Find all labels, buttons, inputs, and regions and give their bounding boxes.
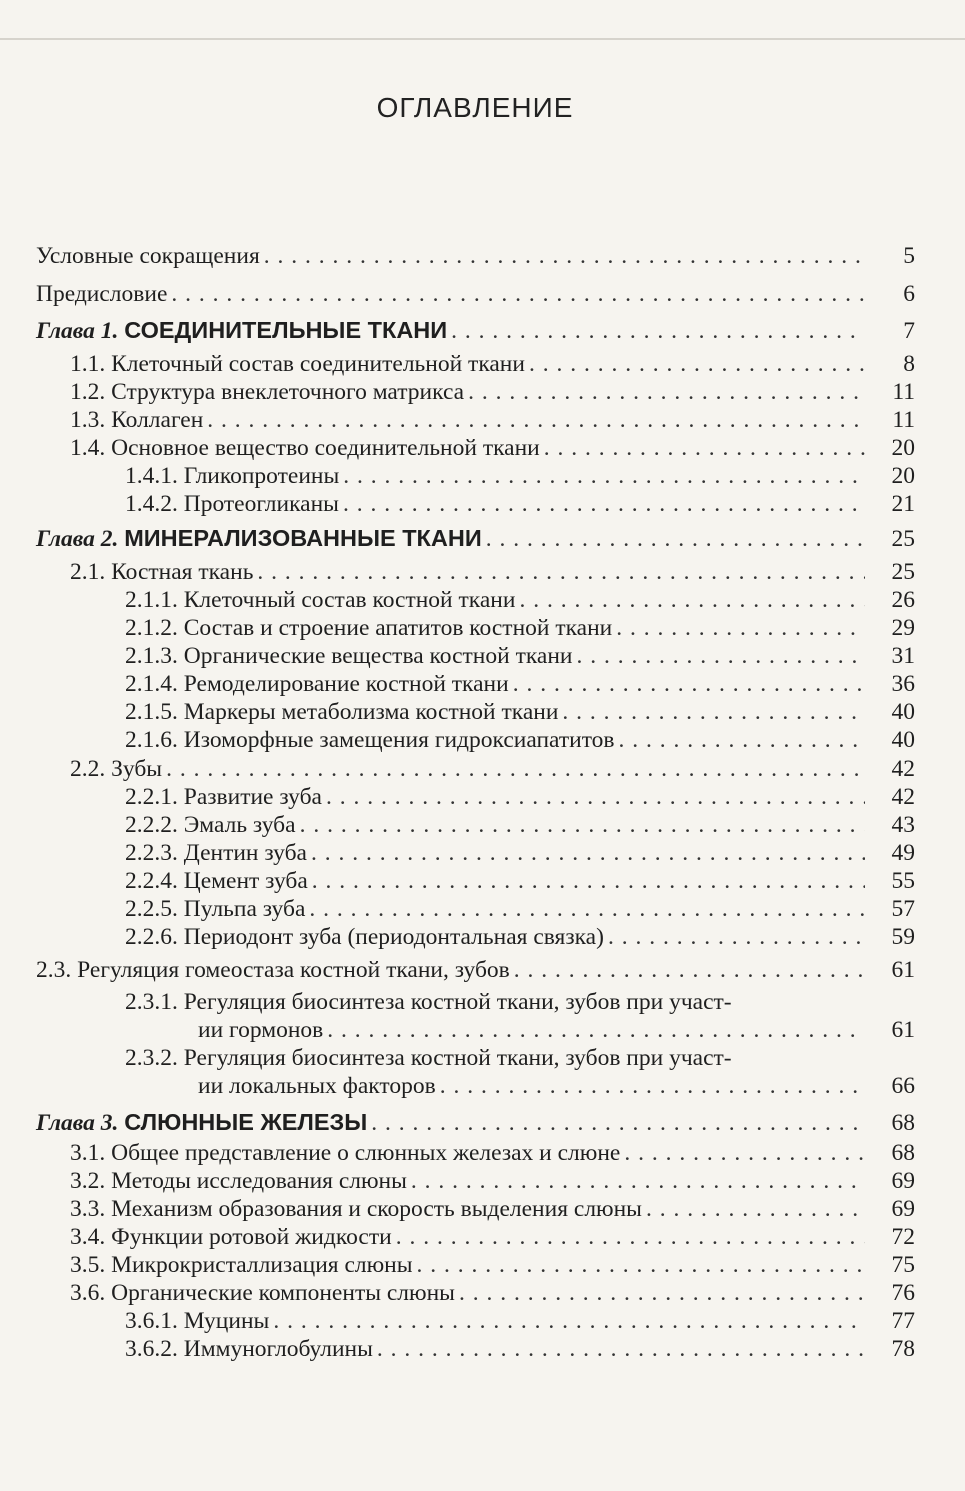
dot-leader — [264, 242, 865, 270]
toc-entry[interactable] — [125, 923, 915, 951]
page-number: 68 — [891, 1110, 915, 1136]
section-title: Общее представление о слюнных железах и слюне — [111, 1140, 621, 1166]
toc-entry[interactable] — [125, 811, 915, 839]
page-number: 7 — [903, 318, 915, 344]
section-title-continuation: ии локальных факторов — [198, 1072, 440, 1100]
chapter-title: СЛЮННЫЕ ЖЕЛЕЗЫ — [124, 1109, 368, 1135]
toc-entry-label — [125, 1335, 377, 1363]
page-number: 69 — [891, 1196, 915, 1222]
section-number: 3.1. — [70, 1140, 106, 1166]
section-number: 2.2.6. — [125, 924, 178, 950]
section-number: 2.2.5. — [125, 896, 178, 922]
toc-entry-label — [70, 1139, 624, 1167]
dot-leader — [311, 839, 865, 867]
toc-entry-label — [70, 378, 468, 406]
page-number: 75 — [891, 1252, 915, 1278]
toc-entry-label — [70, 350, 529, 378]
toc-entry-label — [70, 434, 544, 462]
dot-leader — [273, 1307, 865, 1335]
section-title: Коллаген — [111, 407, 204, 433]
section-number: 3.5. — [70, 1252, 106, 1278]
section-title: Функции ротовой жидкости — [111, 1224, 392, 1250]
toc-entry-label — [125, 988, 736, 1016]
section-title: Эмаль зуба — [183, 812, 296, 838]
dot-leader — [619, 726, 866, 754]
chapter-title: МИНЕРАЛИЗОВАННЫЕ ТКАНИ — [124, 525, 482, 551]
section-title: Микрокристаллизация слюны — [111, 1252, 413, 1278]
page-number: 11 — [892, 407, 915, 433]
dot-leader — [312, 867, 865, 895]
toc-entry[interactable] — [125, 698, 915, 726]
section-number: 2.3.1. — [125, 989, 178, 1015]
section-number: 3.3. — [70, 1196, 106, 1222]
dot-leader — [519, 586, 865, 614]
page-title: ОГЛАВЛЕНИЕ — [376, 92, 574, 123]
dot-leader — [377, 1335, 865, 1363]
section-title-continuation: ии гормонов — [198, 1016, 327, 1044]
section-title: Клеточный состав костной ткани — [183, 587, 516, 613]
toc-entry-label — [125, 490, 343, 518]
chapter-number: Глава 1. — [36, 318, 119, 344]
page-number: 29 — [891, 615, 915, 641]
toc-entry[interactable] — [70, 1167, 915, 1195]
section-title: Костная ткань — [111, 559, 254, 585]
section-title: Предисловие — [36, 281, 168, 307]
toc-entry-continuation — [198, 1016, 915, 1044]
dot-leader — [624, 1139, 865, 1167]
section-number: 3.6. — [70, 1280, 106, 1306]
dot-leader — [486, 525, 865, 553]
toc-entry-continuation — [198, 1072, 915, 1100]
toc-entry[interactable] — [70, 406, 915, 434]
page-number: 42 — [891, 784, 915, 810]
toc-entry-label — [125, 670, 513, 698]
page-number: 11 — [892, 379, 915, 405]
section-title: Методы исследования слюны — [111, 1168, 407, 1194]
dot-leader — [440, 1072, 865, 1100]
toc-entry[interactable] — [36, 524, 915, 552]
toc-entry-label — [70, 558, 257, 586]
toc-entry[interactable] — [36, 956, 915, 984]
toc-entry-label — [125, 1044, 736, 1072]
section-number: 1.4. — [70, 435, 106, 461]
toc-entry-label — [125, 839, 311, 867]
toc-entry-label — [70, 406, 207, 434]
toc-entry[interactable] — [36, 1108, 915, 1136]
page-number: 61 — [891, 1017, 915, 1043]
toc-entry[interactable] — [70, 378, 915, 406]
section-number: 1.2. — [70, 379, 106, 405]
page-number: 42 — [891, 756, 915, 782]
toc-entry-label — [125, 614, 616, 642]
toc-entry[interactable] — [125, 895, 915, 923]
toc-entry-label — [125, 698, 562, 726]
toc-entry[interactable] — [125, 726, 915, 754]
dot-leader — [646, 1195, 865, 1223]
section-title: Маркеры метаболизма костной ткани — [183, 699, 559, 725]
page-number: 68 — [891, 1140, 915, 1166]
section-number: 2.1.6. — [125, 727, 178, 753]
toc-entry[interactable] — [125, 1335, 915, 1363]
toc-entry-label — [125, 1307, 273, 1335]
dot-leader — [396, 1223, 865, 1251]
dot-leader — [529, 350, 865, 378]
section-title: Гликопротеины — [183, 463, 340, 489]
section-number: 2.2.2. — [125, 812, 178, 838]
dot-leader — [207, 406, 865, 434]
toc-entry[interactable] — [70, 1139, 915, 1167]
toc-entry-label — [36, 280, 171, 308]
chapter-number: Глава 2. — [36, 526, 119, 552]
dot-leader — [514, 956, 865, 984]
dot-leader — [171, 280, 865, 308]
toc-entry[interactable] — [70, 1279, 915, 1307]
dot-leader — [300, 811, 865, 839]
toc-entry-label — [70, 1279, 459, 1307]
dot-leader — [343, 462, 865, 490]
section-title: Органические вещества костной ткани — [183, 643, 573, 669]
toc-entry-label — [36, 242, 264, 270]
dot-leader — [309, 895, 865, 923]
header-rule — [0, 38, 965, 40]
dot-leader — [451, 317, 865, 345]
section-title: Цемент зуба — [183, 868, 308, 894]
section-title: Состав и строение апатитов костной ткани — [183, 615, 613, 641]
section-title: Иммуноглобулины — [183, 1336, 373, 1362]
dot-leader — [343, 490, 865, 518]
section-number: 1.4.2. — [125, 491, 178, 517]
page-number: 8 — [903, 351, 915, 377]
page-number: 55 — [891, 868, 915, 894]
section-title: Условные сокращения — [36, 243, 260, 269]
section-title: Ремоделирование костной ткани — [183, 671, 509, 697]
toc-entry[interactable] — [70, 434, 915, 462]
section-title: Дентин зуба — [183, 840, 307, 866]
page-number: 21 — [891, 491, 915, 517]
toc-entry[interactable] — [125, 783, 915, 811]
toc-entry[interactable] — [125, 670, 915, 698]
section-title: Протеогликаны — [183, 491, 339, 517]
toc-entry[interactable] — [70, 558, 915, 586]
toc-entry[interactable] — [125, 1307, 915, 1335]
page-number: 66 — [891, 1073, 915, 1099]
dot-leader — [459, 1279, 865, 1307]
toc-entry-label — [125, 726, 619, 754]
dot-leader — [417, 1251, 865, 1279]
page-number: 78 — [891, 1336, 915, 1362]
toc-entry[interactable] — [36, 280, 915, 308]
section-number: 3.6.2. — [125, 1336, 178, 1362]
page-number: 6 — [903, 281, 915, 307]
toc-entry[interactable] — [125, 867, 915, 895]
chapter-title: СОЕДИНИТЕЛЬНЫЕ ТКАНИ — [124, 317, 448, 343]
section-number: 3.6.1. — [125, 1308, 178, 1334]
section-number: 2.2. — [70, 756, 106, 782]
dot-leader — [166, 755, 865, 783]
toc-entry[interactable] — [125, 586, 915, 614]
toc-entry-label — [125, 783, 326, 811]
dot-leader — [513, 670, 865, 698]
section-title: Развитие зуба — [183, 784, 322, 810]
toc-entry[interactable] — [70, 350, 915, 378]
toc-entry-label — [125, 586, 519, 614]
dot-leader — [577, 642, 866, 670]
toc-entry-label — [125, 923, 608, 951]
toc-entry-label — [36, 1108, 371, 1137]
section-number: 2.1.3. — [125, 643, 178, 669]
page-number: 57 — [891, 896, 915, 922]
section-title: Пульпа зуба — [183, 896, 306, 922]
page-number: 20 — [891, 463, 915, 489]
page-number: 49 — [891, 840, 915, 866]
section-number: 1.3. — [70, 407, 106, 433]
section-number: 2.1.4. — [125, 671, 178, 697]
toc-entry[interactable] — [125, 490, 915, 518]
section-title: Механизм образования и скорость выделения слюны — [111, 1196, 642, 1222]
page-number: 25 — [891, 559, 915, 585]
chapter-number: Глава 3. — [36, 1110, 119, 1136]
dot-leader — [562, 698, 865, 726]
section-number: 2.2.4. — [125, 868, 178, 894]
section-number: 3.4. — [70, 1224, 106, 1250]
toc-entry[interactable] — [125, 642, 915, 670]
toc-entry-label — [125, 811, 300, 839]
toc-entry[interactable] — [125, 614, 915, 642]
section-title: Периодонт зуба (периодонтальная связка) — [183, 924, 604, 950]
page-number: 40 — [891, 699, 915, 725]
dot-leader — [411, 1167, 865, 1195]
toc-entry[interactable] — [36, 242, 915, 270]
toc-entry-label — [125, 642, 577, 670]
toc-entry-label — [125, 867, 312, 895]
section-title: Муцины — [183, 1308, 270, 1334]
page-number: 36 — [891, 671, 915, 697]
toc-entry[interactable] — [125, 988, 736, 1016]
section-number: 2.2.1. — [125, 784, 178, 810]
toc-entry[interactable] — [70, 1223, 915, 1251]
section-number: 2.1. — [70, 559, 106, 585]
section-number: 2.1.2. — [125, 615, 178, 641]
toc-entry-label — [36, 524, 486, 553]
toc-entry[interactable] — [70, 1251, 915, 1279]
section-number: 1.1. — [70, 351, 106, 377]
section-title: Регуляция биосинтеза костной ткани, зубов при участ- — [183, 989, 732, 1015]
page-number: 5 — [903, 243, 915, 269]
section-title: Зубы — [111, 756, 163, 782]
page-number: 20 — [891, 435, 915, 461]
toc-entry[interactable] — [125, 1044, 736, 1072]
page-number: 69 — [891, 1168, 915, 1194]
page-number: 26 — [891, 587, 915, 613]
dot-leader — [544, 434, 865, 462]
page-number: 72 — [891, 1224, 915, 1250]
section-number: 3.2. — [70, 1168, 106, 1194]
toc-entry[interactable] — [125, 462, 915, 490]
page-number: 43 — [891, 812, 915, 838]
section-number: 2.2.3. — [125, 840, 178, 866]
toc-entry[interactable] — [36, 316, 915, 344]
page-number: 31 — [891, 643, 915, 669]
page-number: 76 — [891, 1280, 915, 1306]
section-title: Изоморфные замещения гидроксиапатитов — [183, 727, 615, 753]
dot-leader — [257, 558, 865, 586]
toc-entry-label — [70, 1251, 417, 1279]
dot-leader — [608, 923, 865, 951]
toc-entry-label — [70, 755, 166, 783]
toc-entry[interactable] — [125, 839, 915, 867]
section-title: Основное вещество соединительной ткани — [111, 435, 540, 461]
page-number: 61 — [891, 957, 915, 983]
section-number: 2.3. — [36, 957, 72, 983]
toc-entry[interactable] — [70, 755, 915, 783]
toc-entry-label — [125, 895, 309, 923]
section-number: 2.1.5. — [125, 699, 178, 725]
page-number: 25 — [891, 526, 915, 552]
toc-entry-label — [125, 462, 343, 490]
section-number: 2.1.1. — [125, 587, 178, 613]
page-number: 40 — [891, 727, 915, 753]
toc-entry-label — [70, 1167, 411, 1195]
page-number: 59 — [891, 924, 915, 950]
section-number: 1.4.1. — [125, 463, 178, 489]
section-title: Регуляция биосинтеза костной ткани, зубов при участ- — [183, 1045, 732, 1071]
toc-entry-label — [36, 956, 514, 984]
section-title: Структура внеклеточного матрикса — [111, 379, 465, 405]
toc-entry-label — [70, 1223, 396, 1251]
dot-leader — [468, 378, 865, 406]
section-title: Клеточный состав соединительной ткани — [111, 351, 525, 377]
page-number: 77 — [891, 1308, 915, 1334]
toc-entry[interactable] — [70, 1195, 915, 1223]
section-title: Регуляция гомеостаза костной ткани, зубов — [77, 957, 510, 983]
dot-leader — [327, 1016, 865, 1044]
toc-entry-label — [70, 1195, 646, 1223]
dot-leader — [616, 614, 865, 642]
dot-leader — [371, 1109, 865, 1137]
dot-leader — [326, 783, 865, 811]
section-title: Органические компоненты слюны — [111, 1280, 455, 1306]
section-number: 2.3.2. — [125, 1045, 178, 1071]
toc-entry-label — [36, 316, 451, 345]
